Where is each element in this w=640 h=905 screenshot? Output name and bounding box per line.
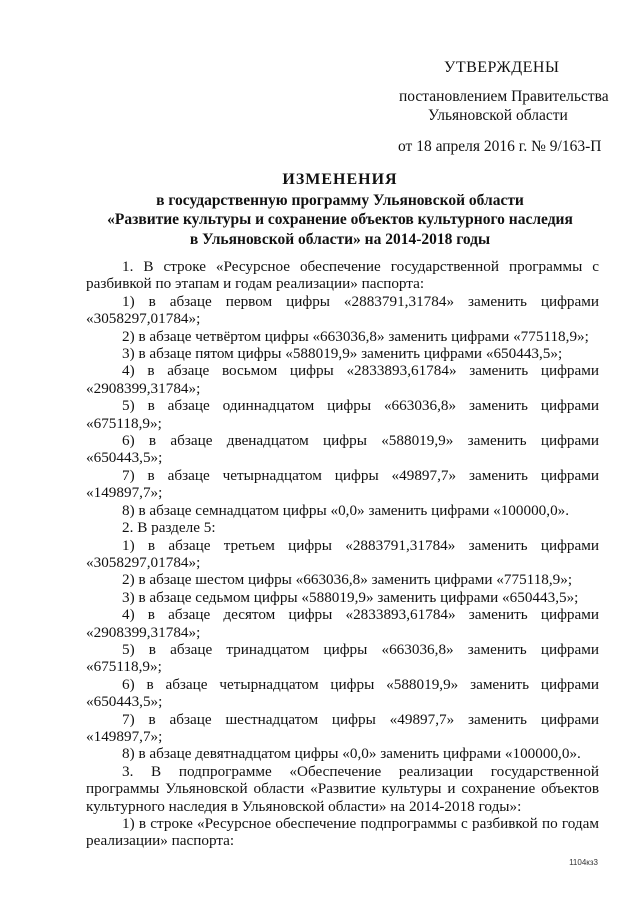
paragraph-1-6: 6) в абзаце двенадцатом цифры «588019,9» заменить цифрами «650443,5»; [86, 432, 599, 467]
paragraph-1-4: 4) в абзаце восьмом цифры «2833893,61784» заменить цифрами «2908399,31784»; [86, 362, 599, 397]
paragraph-1-1: 1) в абзаце первом цифры «2883791,31784» заменить цифрами «3058297,01784»; [86, 292, 599, 328]
paragraph-1-8: 8) в абзаце семнадцатом цифры «0,0» заменить цифрами «100000,0». [122, 501, 570, 519]
footer-code: 1104кз3 [569, 858, 598, 867]
paragraph-3: 3. В подпрограмме «Обеспечение реализации государственной программы Ульяновской области «Развитие культуры и сохранение объектов культурного наследия в Ульяновской области» на 2014-2018 годы»: [86, 762, 599, 815]
paragraph-2-2: 2) в абзаце шестом цифры «663036,8» заменить цифрами «775118,9»; [122, 571, 573, 589]
approval-line-1: постановлением Правительства [399, 88, 609, 105]
paragraph-2-4: 4) в абзаце десятом цифры «2833893,61784» заменить цифрами «2908399,31784»; [86, 606, 599, 641]
approval-line-3: от 18 апреля 2016 г. № 9/163-П [398, 138, 602, 155]
paragraph-2: 2. В разделе 5: [122, 519, 216, 537]
paragraph-2-1: 1) в абзаце третьем цифры «2883791,31784» заменить цифрами «3058297,01784»; [86, 536, 599, 571]
heading-line-2: «Развитие культуры и сохранение объектов культурного наследия [107, 211, 573, 228]
paragraph-1-3: 3) в абзаце пятом цифры «588019,9» заменить цифрами «650443,5»; [122, 345, 563, 363]
heading-line-3: в Ульяновской области» на 2014-2018 годы [189, 230, 491, 248]
paragraph-1-7: 7) в абзаце четырнадцатом цифры «49897,7» заменить цифрами «149897,7»; [86, 466, 599, 502]
document-heading [80, 170, 600, 249]
paragraph-2-7: 7) в абзаце шестнадцатом цифры «49897,7» заменить цифрами «149897,7»; [86, 710, 599, 745]
paragraph-2-5: 5) в абзаце тринадцатом цифры «663036,8» заменить цифрами «675118,9»; [86, 640, 599, 676]
paragraph-1-2: 2) в абзаце четвёртом цифры «663036,8» заменить цифрами «775118,9»; [122, 327, 589, 345]
approval-title: УТВЕРЖДЕНЫ [444, 59, 560, 76]
paragraph-1: 1. В строке «Ресурсное обеспечение государственной программы с разбивкой по этапам и годам реализации» паспорта: [86, 258, 599, 293]
paragraph-2-6: 6) в абзаце четырнадцатом цифры «588019,9» заменить цифрами «650443,5»; [86, 675, 599, 711]
paragraph-2-8: 8) в абзаце девятнадцатом цифры «0,0» заменить цифрами «100000,0». [122, 745, 581, 763]
document-body [86, 258, 599, 850]
heading-line-1: в государственную программу Ульяновской области [156, 191, 524, 209]
heading-title: ИЗМЕНЕНИЯ [282, 171, 398, 188]
paragraph-3-1: 1) в строке «Ресурсное обеспечение подпрограммы с разбивкой по годам реализации» паспорта: [86, 815, 599, 850]
paragraph-1-5: 5) в абзаце одиннадцатом цифры «663036,8» заменить цифрами «675118,9»; [86, 397, 599, 432]
paragraph-2-3: 3) в абзаце седьмом цифры «588019,9» заменить цифрами «650443,5»; [122, 588, 579, 606]
approval-line-2: Ульяновской области [428, 107, 568, 124]
